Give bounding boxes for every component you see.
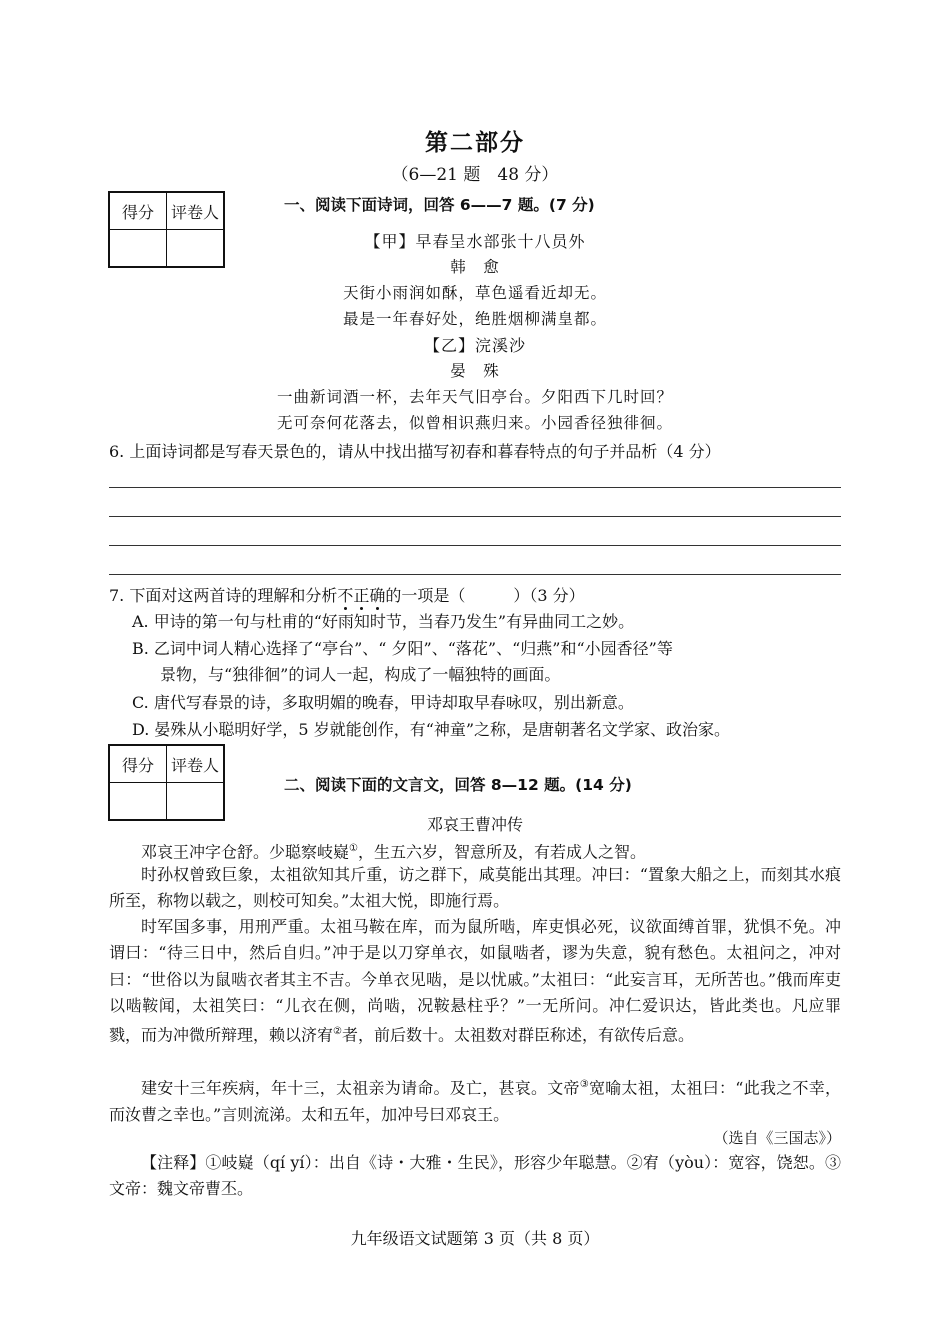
footnotes: 【注释】①岐嶷（qí yí）：出自《诗・大雅・生民》，形容少年聪慧。②宥（yòu）：宽容，饶恕。③ 文帝：魏文帝曹丕。 bbox=[109, 1153, 841, 1199]
question-6: 6. 上面诗词都是写春天景色的，请从中找出描写初春和暮春特点的句子并品析（4 分） bbox=[109, 442, 721, 461]
essay-paragraph-2: 时孙权曾致巨象，太祖欲知其斤重，访之群下，咸莫能出其理。冲曰：“置象大船之上，而刻其水痕所至，称物以载之，则校可知矣。”太祖大悦，即施行焉。 bbox=[109, 865, 841, 911]
answer-line[interactable] bbox=[109, 516, 841, 517]
page-title: 第二部分 bbox=[425, 129, 525, 156]
score-label: 得分 bbox=[109, 745, 167, 783]
text-run: 宽喻太祖，太祖曰：“此我之不幸，而汝曹之幸也。”言则流涕。太和五年，加冲号曰邓哀王。 bbox=[109, 1078, 841, 1124]
poem1-author: 韩 愈 bbox=[450, 258, 500, 276]
essay-paragraph-3 bbox=[109, 914, 841, 1049]
score-label: 得分 bbox=[109, 192, 167, 230]
poem1-title: 【甲】早春呈水部张十八员外 bbox=[364, 232, 586, 251]
text-run: 建安十三年疾病，年十三，太祖亲为请命。及亡，甚哀。文帝 bbox=[141, 1078, 580, 1098]
poem2-line-1: 一曲新词酒一杯，去年天气旧亭台。夕阳西下几时回？ bbox=[276, 388, 673, 406]
emphasis-char: 确 bbox=[369, 586, 386, 605]
emphasis-char: 不 bbox=[337, 586, 354, 605]
answer-line[interactable] bbox=[109, 574, 841, 575]
question-7-stem: 7. 下面对这两首诗的理解和分析 bbox=[109, 586, 338, 605]
option-d[interactable]: D. 晏殊从小聪明好学，5 岁就能创作，有“神童”之称，是唐朝著名文学家、政治家。 bbox=[132, 720, 731, 739]
grader-label: 评卷人 bbox=[167, 745, 225, 783]
option-b-continued[interactable]: 景物，与“独徘徊”的词人一起，构成了一幅独特的画面。 bbox=[160, 665, 561, 684]
essay-title: 邓哀王曹冲传 bbox=[426, 815, 523, 834]
section-2-heading: 二、阅读下面的文言文，回答 8—12 题。(14 分) bbox=[284, 776, 632, 794]
essay-paragraph-4 bbox=[109, 1072, 841, 1128]
question-7-tail: 的一项是（ ）（3 分） bbox=[385, 586, 585, 605]
option-b[interactable]: B. 乙词中词人精心选择了“亭台”、“ 夕阳”、“落花”、“归燕”和“小园香径”等 bbox=[132, 639, 673, 658]
text-run: ，生五六岁，智意所及，有若成人之智。 bbox=[357, 842, 646, 862]
poem2-line-2: 无可奈何花落去，似曾相识燕归来。小园香径独徘徊。 bbox=[276, 414, 673, 432]
emphasis-char: 正 bbox=[353, 586, 370, 605]
option-a[interactable]: A. 甲诗的第一句与杜甫的“好雨知时节，当春乃发生”有异曲同工之妙。 bbox=[132, 612, 635, 631]
note-mark: ③ bbox=[579, 1079, 590, 1090]
page-subtitle: （6—21 题 48 分） bbox=[391, 165, 559, 185]
text-run: 时军国多事，用刑严重。太祖马鞍在库，而为鼠所啮，库吏惧必死，议欲面缚首罪，犹惧不免。冲谓曰：“待三日中，然后自归。”冲于是以刀穿单衣，如鼠啮者，谬为失意，貌有愁色。太祖问之，冲对曰：“世俗以为鼠啮衣者其主不吉。今单衣见啮，是以忧戚。”太祖曰：“此妄言耳，无所苦也。”俄而库吏以啮鞍闻，太祖笑曰：“儿衣在侧，尚啮，况鞍悬柱乎？”一无所问。冲仁爱识达，皆此类也。凡应罪戮，而为冲微所辩理，赖以济宥 bbox=[109, 917, 841, 1045]
note-mark: ① bbox=[349, 843, 358, 854]
text-run: 者，前后数十。太祖数对群臣称述，有欲传后意。 bbox=[341, 1025, 694, 1045]
note-mark: ② bbox=[333, 1026, 342, 1038]
answer-line[interactable] bbox=[109, 545, 841, 546]
poem1-line-1: 天街小雨润如酥，草色遥看近却无。 bbox=[342, 284, 607, 302]
question-7 bbox=[109, 583, 585, 606]
option-c[interactable]: C. 唐代写春景的诗，多取明媚的晚春，甲诗却取早春咏叹，别出新意。 bbox=[132, 693, 634, 712]
section-1-heading: 一、阅读下面诗词，回答 6——7 题。(7 分) bbox=[284, 196, 595, 214]
poem2-title: 【乙】浣溪沙 bbox=[423, 336, 526, 355]
poem2-author: 晏 殊 bbox=[450, 362, 500, 380]
page-footer: 九年级语文试题第 3 页（共 8 页） bbox=[350, 1229, 600, 1248]
grader-label: 评卷人 bbox=[167, 192, 225, 230]
text-run: 邓哀王冲字仓舒。少聪察岐嶷 bbox=[141, 842, 350, 862]
answer-line[interactable] bbox=[109, 487, 841, 488]
poem1-line-2: 最是一年春好处，绝胜烟柳满皇都。 bbox=[342, 310, 607, 328]
essay-source: （选自《三国志》） bbox=[713, 1129, 841, 1147]
score-box-2 bbox=[108, 744, 225, 821]
